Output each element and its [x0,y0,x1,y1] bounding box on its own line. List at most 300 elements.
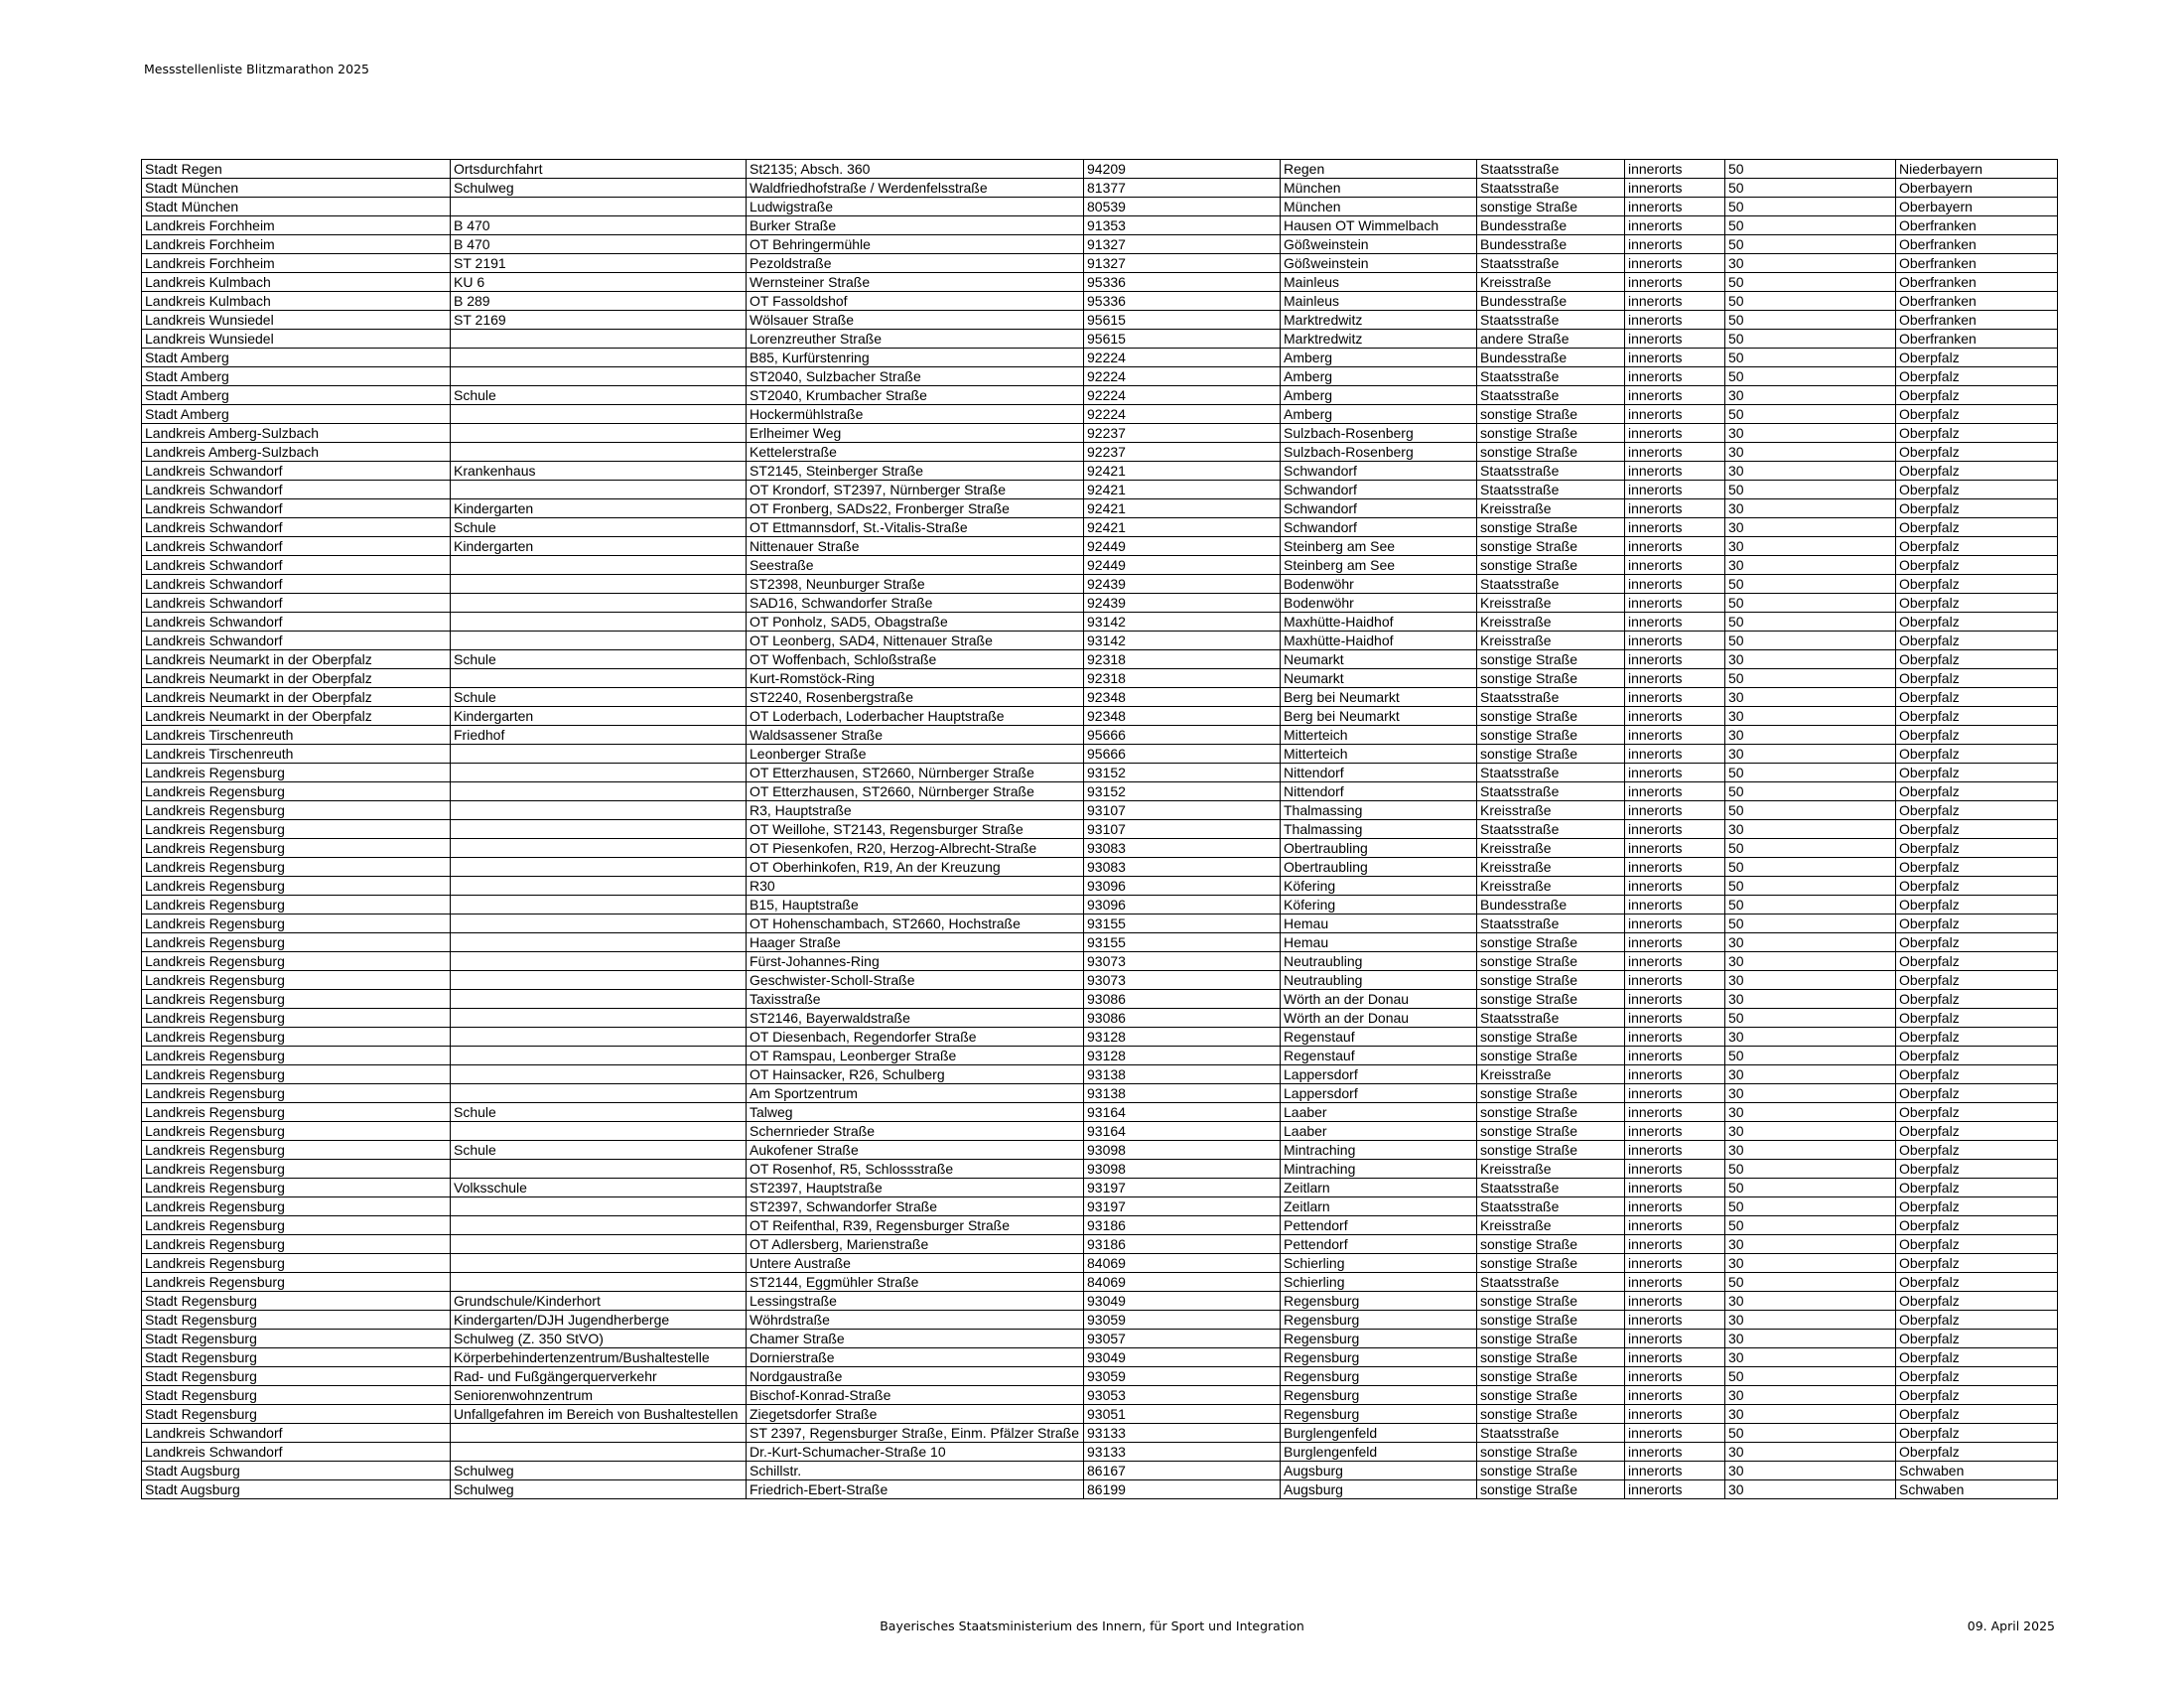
postal-code-cell: 92224 [1084,349,1281,367]
municipality-cell: Bodenwöhr [1281,594,1477,613]
region-cell: Oberpfalz [1896,1103,2058,1122]
road-cell: Am Sportzentrum [747,1084,1084,1103]
location-cell: innerorts [1625,1028,1725,1047]
region-cell: Oberpfalz [1896,1273,2058,1292]
region-cell: Oberpfalz [1896,650,2058,669]
road-cell: OT Diesenbach, Regendorfer Straße [747,1028,1084,1047]
speed-limit-cell: 50 [1725,613,1896,632]
road-type-cell: Staatsstraße [1477,1009,1625,1028]
region-cell: Oberbayern [1896,179,2058,198]
road-type-cell: Staatsstraße [1477,820,1625,839]
table-row [142,688,2058,707]
table-row [142,499,2058,518]
speed-limit-cell: 30 [1725,1330,1896,1348]
location-cell: innerorts [1625,594,1725,613]
region-cell: Oberpfalz [1896,1311,2058,1330]
road-type-cell: sonstige Straße [1477,933,1625,952]
table-row [142,1311,2058,1330]
authority-cell: Landkreis Regensburg [142,1028,451,1047]
region-cell: Oberpfalz [1896,933,2058,952]
postal-code-cell: 92421 [1084,518,1281,537]
postal-code-cell: 92348 [1084,707,1281,726]
authority-cell: Stadt Augsburg [142,1462,451,1480]
reason-cell: Krankenhaus [451,462,747,481]
road-cell: Lessingstraße [747,1292,1084,1311]
road-cell: OT Hohenschambach, ST2660, Hochstraße [747,914,1084,933]
reason-cell [451,933,747,952]
reason-cell [451,877,747,896]
region-cell: Oberpfalz [1896,594,2058,613]
road-cell: OT Fronberg, SADs22, Fronberger Straße [747,499,1084,518]
municipality-cell: Burglengenfeld [1281,1443,1477,1462]
region-cell: Schwaben [1896,1462,2058,1480]
speed-limit-cell: 30 [1725,424,1896,443]
location-cell: innerorts [1625,632,1725,650]
authority-cell: Landkreis Regensburg [142,896,451,914]
speed-limit-cell: 50 [1725,1197,1896,1216]
road-cell: OT Rosenhof, R5, Schlossstraße [747,1160,1084,1179]
road-cell: Aukofener Straße [747,1141,1084,1160]
postal-code-cell: 93142 [1084,632,1281,650]
speed-limit-cell: 30 [1725,707,1896,726]
road-cell: OT Woffenbach, Schloßstraße [747,650,1084,669]
postal-code-cell: 93152 [1084,782,1281,801]
postal-code-cell: 95666 [1084,726,1281,745]
table-row [142,613,2058,632]
speed-limit-cell: 30 [1725,499,1896,518]
postal-code-cell: 93138 [1084,1065,1281,1084]
speed-limit-cell: 50 [1725,1216,1896,1235]
municipality-cell: Schierling [1281,1273,1477,1292]
speed-limit-cell: 30 [1725,688,1896,707]
postal-code-cell: 93057 [1084,1330,1281,1348]
municipality-cell: Thalmassing [1281,801,1477,820]
road-cell: Schernrieder Straße [747,1122,1084,1141]
location-cell: innerorts [1625,1122,1725,1141]
authority-cell: Landkreis Kulmbach [142,273,451,292]
road-type-cell: Kreisstraße [1477,499,1625,518]
location-cell: innerorts [1625,1367,1725,1386]
speed-limit-cell: 50 [1725,1179,1896,1197]
reason-cell: Schule [451,1141,747,1160]
speed-limit-cell: 30 [1725,745,1896,764]
road-type-cell: Staatsstraße [1477,367,1625,386]
speed-limit-cell: 30 [1725,952,1896,971]
municipality-cell: Neutraubling [1281,971,1477,990]
municipality-cell: Mitterteich [1281,745,1477,764]
speed-limit-cell: 50 [1725,801,1896,820]
location-cell: innerorts [1625,1047,1725,1065]
municipality-cell: Lappersdorf [1281,1084,1477,1103]
postal-code-cell: 84069 [1084,1273,1281,1292]
reason-cell [451,481,747,499]
postal-code-cell: 93186 [1084,1235,1281,1254]
region-cell: Oberpfalz [1896,1367,2058,1386]
table-row [142,745,2058,764]
municipality-cell: Neutraubling [1281,952,1477,971]
table-row [142,1065,2058,1084]
authority-cell: Stadt Regensburg [142,1311,451,1330]
region-cell: Oberbayern [1896,198,2058,216]
road-cell: OT Ramspau, Leonberger Straße [747,1047,1084,1065]
authority-cell: Landkreis Schwandorf [142,518,451,537]
municipality-cell: Regensburg [1281,1405,1477,1424]
speed-limit-cell: 50 [1725,481,1896,499]
location-cell: innerorts [1625,1480,1725,1499]
postal-code-cell: 93128 [1084,1028,1281,1047]
table-row [142,462,2058,481]
municipality-cell: Sulzbach-Rosenberg [1281,443,1477,462]
speed-limit-cell: 50 [1725,405,1896,424]
reason-cell [451,1122,747,1141]
postal-code-cell: 93049 [1084,1292,1281,1311]
municipality-cell: Maxhütte-Haidhof [1281,632,1477,650]
authority-cell: Landkreis Wunsiedel [142,311,451,330]
postal-code-cell: 92348 [1084,688,1281,707]
municipality-cell: Schwandorf [1281,518,1477,537]
region-cell: Oberpfalz [1896,1179,2058,1197]
municipality-cell: Zeitlarn [1281,1197,1477,1216]
road-type-cell: sonstige Straße [1477,971,1625,990]
road-type-cell: Staatsstraße [1477,386,1625,405]
region-cell: Oberpfalz [1896,688,2058,707]
authority-cell: Stadt München [142,198,451,216]
road-cell: Chamer Straße [747,1330,1084,1348]
authority-cell: Landkreis Regensburg [142,952,451,971]
speed-limit-cell: 50 [1725,764,1896,782]
road-type-cell: Staatsstraße [1477,688,1625,707]
region-cell: Oberpfalz [1896,386,2058,405]
authority-cell: Stadt Regen [142,160,451,179]
road-type-cell: sonstige Straße [1477,1254,1625,1273]
postal-code-cell: 92439 [1084,575,1281,594]
speed-limit-cell: 50 [1725,292,1896,311]
road-cell: Erlheimer Weg [747,424,1084,443]
location-cell: innerorts [1625,1065,1725,1084]
location-cell: innerorts [1625,726,1725,745]
reason-cell: Kindergarten [451,499,747,518]
postal-code-cell: 92318 [1084,669,1281,688]
municipality-cell: Regensburg [1281,1330,1477,1348]
table-row [142,1462,2058,1480]
road-type-cell: Kreisstraße [1477,632,1625,650]
municipality-cell: Sulzbach-Rosenberg [1281,424,1477,443]
speed-limit-cell: 50 [1725,1367,1896,1386]
road-type-cell: Staatsstraße [1477,1273,1625,1292]
authority-cell: Landkreis Wunsiedel [142,330,451,349]
postal-code-cell: 93133 [1084,1424,1281,1443]
road-cell: OT Adlersberg, Marienstraße [747,1235,1084,1254]
speed-limit-cell: 30 [1725,1443,1896,1462]
location-cell: innerorts [1625,650,1725,669]
region-cell: Oberpfalz [1896,462,2058,481]
authority-cell: Landkreis Regensburg [142,764,451,782]
road-cell: OT Etterzhausen, ST2660, Nürnberger Straße [747,782,1084,801]
reason-cell [451,971,747,990]
road-cell: B15, Hauptstraße [747,896,1084,914]
location-cell: innerorts [1625,273,1725,292]
postal-code-cell: 94209 [1084,160,1281,179]
postal-code-cell: 93083 [1084,839,1281,858]
municipality-cell: München [1281,179,1477,198]
road-cell: Ludwigstraße [747,198,1084,216]
table-row [142,1216,2058,1235]
municipality-cell: Hemau [1281,914,1477,933]
road-cell: ST 2397, Regensburger Straße, Einm. Pfälzer Straße [747,1424,1084,1443]
road-type-cell: Bundesstraße [1477,292,1625,311]
municipality-cell: Zeitlarn [1281,1179,1477,1197]
speed-limit-cell: 30 [1725,462,1896,481]
road-cell: Taxisstraße [747,990,1084,1009]
table-row [142,1405,2058,1424]
road-cell: OT Krondorf, ST2397, Nürnberger Straße [747,481,1084,499]
location-cell: innerorts [1625,462,1725,481]
table-row [142,160,2058,179]
municipality-cell: Gößweinstein [1281,254,1477,273]
speed-limit-cell: 50 [1725,235,1896,254]
road-type-cell: sonstige Straße [1477,1311,1625,1330]
road-cell: OT Ettmannsdorf, St.-Vitalis-Straße [747,518,1084,537]
table-row [142,1197,2058,1216]
region-cell: Oberpfalz [1896,877,2058,896]
speed-limit-cell: 50 [1725,160,1896,179]
authority-cell: Landkreis Regensburg [142,1009,451,1028]
road-cell: Wernsteiner Straße [747,273,1084,292]
speed-limit-cell: 50 [1725,273,1896,292]
road-type-cell: sonstige Straße [1477,1235,1625,1254]
authority-cell: Landkreis Neumarkt in der Oberpfalz [142,650,451,669]
authority-cell: Landkreis Tirschenreuth [142,726,451,745]
region-cell: Oberpfalz [1896,443,2058,462]
road-cell: Wölsauer Straße [747,311,1084,330]
road-cell: Friedrich-Ebert-Straße [747,1480,1084,1499]
authority-cell: Landkreis Regensburg [142,858,451,877]
municipality-cell: Amberg [1281,367,1477,386]
road-type-cell: Staatsstraße [1477,1424,1625,1443]
road-type-cell: andere Straße [1477,330,1625,349]
road-cell: ST2040, Sulzbacher Straße [747,367,1084,386]
municipality-cell: Regensburg [1281,1386,1477,1405]
authority-cell: Landkreis Regensburg [142,801,451,820]
postal-code-cell: 93128 [1084,1047,1281,1065]
location-cell: innerorts [1625,386,1725,405]
reason-cell [451,349,747,367]
speed-limit-cell: 50 [1725,632,1896,650]
speed-limit-cell: 30 [1725,1386,1896,1405]
reason-cell [451,1028,747,1047]
road-type-cell: sonstige Straße [1477,726,1625,745]
location-cell: innerorts [1625,1311,1725,1330]
authority-cell: Landkreis Regensburg [142,839,451,858]
location-cell: innerorts [1625,1160,1725,1179]
road-cell: Geschwister-Scholl-Straße [747,971,1084,990]
road-cell: R3, Hauptstraße [747,801,1084,820]
municipality-cell: Nittendorf [1281,764,1477,782]
road-type-cell: Bundesstraße [1477,349,1625,367]
location-cell: innerorts [1625,481,1725,499]
road-cell: ST2398, Neunburger Straße [747,575,1084,594]
table-row [142,179,2058,198]
region-cell: Oberfranken [1896,273,2058,292]
reason-cell: Schulweg [451,1462,747,1480]
reason-cell [451,782,747,801]
reason-cell [451,1047,747,1065]
region-cell: Oberpfalz [1896,1197,2058,1216]
location-cell: innerorts [1625,1386,1725,1405]
reason-cell: Körperbehindertenzentrum/Bushaltestelle [451,1348,747,1367]
postal-code-cell: 91353 [1084,216,1281,235]
region-cell: Oberpfalz [1896,1386,2058,1405]
region-cell: Oberpfalz [1896,896,2058,914]
reason-cell: Volksschule [451,1179,747,1197]
region-cell: Oberpfalz [1896,914,2058,933]
road-cell: Burker Straße [747,216,1084,235]
table-row [142,292,2058,311]
region-cell: Oberpfalz [1896,801,2058,820]
postal-code-cell: 93186 [1084,1216,1281,1235]
reason-cell [451,1197,747,1216]
road-cell: ST2144, Eggmühler Straße [747,1273,1084,1292]
postal-code-cell: 93098 [1084,1141,1281,1160]
reason-cell [451,1065,747,1084]
region-cell: Oberpfalz [1896,764,2058,782]
postal-code-cell: 80539 [1084,198,1281,216]
authority-cell: Stadt Amberg [142,367,451,386]
road-type-cell: Kreisstraße [1477,613,1625,632]
municipality-cell: Amberg [1281,386,1477,405]
region-cell: Oberpfalz [1896,481,2058,499]
municipality-cell: Hausen OT Wimmelbach [1281,216,1477,235]
road-type-cell: sonstige Straße [1477,1367,1625,1386]
road-type-cell: Staatsstraße [1477,764,1625,782]
postal-code-cell: 93049 [1084,1348,1281,1367]
municipality-cell: Regen [1281,160,1477,179]
speed-limit-cell: 50 [1725,1160,1896,1179]
speed-limit-cell: 30 [1725,386,1896,405]
municipality-cell: Regenstauf [1281,1028,1477,1047]
location-cell: innerorts [1625,1405,1725,1424]
road-cell: Ziegetsdorfer Straße [747,1405,1084,1424]
road-type-cell: sonstige Straße [1477,1084,1625,1103]
location-cell: innerorts [1625,858,1725,877]
postal-code-cell: 92224 [1084,386,1281,405]
reason-cell [451,556,747,575]
road-cell: Bischof-Konrad-Straße [747,1386,1084,1405]
municipality-cell: Berg bei Neumarkt [1281,707,1477,726]
region-cell: Oberfranken [1896,216,2058,235]
speed-limit-cell: 50 [1725,877,1896,896]
location-cell: innerorts [1625,499,1725,518]
location-cell: innerorts [1625,1235,1725,1254]
speed-limit-cell: 50 [1725,1047,1896,1065]
road-type-cell: sonstige Straße [1477,990,1625,1009]
location-cell: innerorts [1625,1084,1725,1103]
location-cell: innerorts [1625,952,1725,971]
road-type-cell: sonstige Straße [1477,1386,1625,1405]
authority-cell: Landkreis Tirschenreuth [142,745,451,764]
table-row [142,330,2058,349]
road-type-cell: Kreisstraße [1477,858,1625,877]
region-cell: Oberpfalz [1896,1122,2058,1141]
road-type-cell: sonstige Straße [1477,745,1625,764]
road-type-cell: sonstige Straße [1477,405,1625,424]
region-cell: Oberpfalz [1896,349,2058,367]
table-row [142,481,2058,499]
postal-code-cell: 95336 [1084,273,1281,292]
road-cell: Pezoldstraße [747,254,1084,273]
region-cell: Oberpfalz [1896,499,2058,518]
road-type-cell: Kreisstraße [1477,273,1625,292]
table-row [142,1254,2058,1273]
speed-limit-cell: 50 [1725,349,1896,367]
municipality-cell: Regenstauf [1281,1047,1477,1065]
region-cell: Schwaben [1896,1480,2058,1499]
speed-limit-cell: 30 [1725,1462,1896,1480]
postal-code-cell: 92224 [1084,405,1281,424]
road-cell: Seestraße [747,556,1084,575]
authority-cell: Landkreis Regensburg [142,971,451,990]
road-cell: ST2397, Hauptstraße [747,1179,1084,1197]
authority-cell: Landkreis Regensburg [142,1160,451,1179]
table-row [142,349,2058,367]
reason-cell [451,594,747,613]
road-type-cell: Bundesstraße [1477,235,1625,254]
table-row [142,235,2058,254]
reason-cell [451,198,747,216]
postal-code-cell: 93142 [1084,613,1281,632]
road-cell: ST2397, Schwandorfer Straße [747,1197,1084,1216]
location-cell: innerorts [1625,1273,1725,1292]
authority-cell: Stadt Regensburg [142,1405,451,1424]
authority-cell: Stadt Regensburg [142,1367,451,1386]
reason-cell: Ortsdurchfahrt [451,160,747,179]
reason-cell: B 289 [451,292,747,311]
region-cell: Oberpfalz [1896,839,2058,858]
road-cell: Untere Austraße [747,1254,1084,1273]
road-cell: OT Weillohe, ST2143, Regensburger Straße [747,820,1084,839]
authority-cell: Landkreis Regensburg [142,1216,451,1235]
road-type-cell: Kreisstraße [1477,1216,1625,1235]
authority-cell: Landkreis Regensburg [142,1122,451,1141]
municipality-cell: Obertraubling [1281,858,1477,877]
table-row [142,971,2058,990]
authority-cell: Landkreis Schwandorf [142,556,451,575]
document-title: Messstellenliste Blitzmarathon 2025 [144,62,369,76]
postal-code-cell: 93197 [1084,1197,1281,1216]
table-row [142,1386,2058,1405]
table-row [142,1084,2058,1103]
speed-limit-cell: 30 [1725,443,1896,462]
postal-code-cell: 93164 [1084,1103,1281,1122]
postal-code-cell: 92439 [1084,594,1281,613]
road-type-cell: sonstige Straße [1477,1047,1625,1065]
region-cell: Oberpfalz [1896,1047,2058,1065]
postal-code-cell: 92237 [1084,443,1281,462]
footer-ministry: Bayerisches Staatsministerium des Innern, für Sport und Integration [880,1618,1304,1633]
footer-date: 09. April 2025 [1967,1618,2055,1633]
location-cell: innerorts [1625,1330,1725,1348]
location-cell: innerorts [1625,292,1725,311]
postal-code-cell: 92421 [1084,462,1281,481]
location-cell: innerorts [1625,1216,1725,1235]
location-cell: innerorts [1625,839,1725,858]
authority-cell: Landkreis Schwandorf [142,632,451,650]
authority-cell: Landkreis Schwandorf [142,499,451,518]
reason-cell [451,367,747,386]
reason-cell [451,1254,747,1273]
municipality-cell: Laaber [1281,1103,1477,1122]
region-cell: Oberfranken [1896,292,2058,311]
